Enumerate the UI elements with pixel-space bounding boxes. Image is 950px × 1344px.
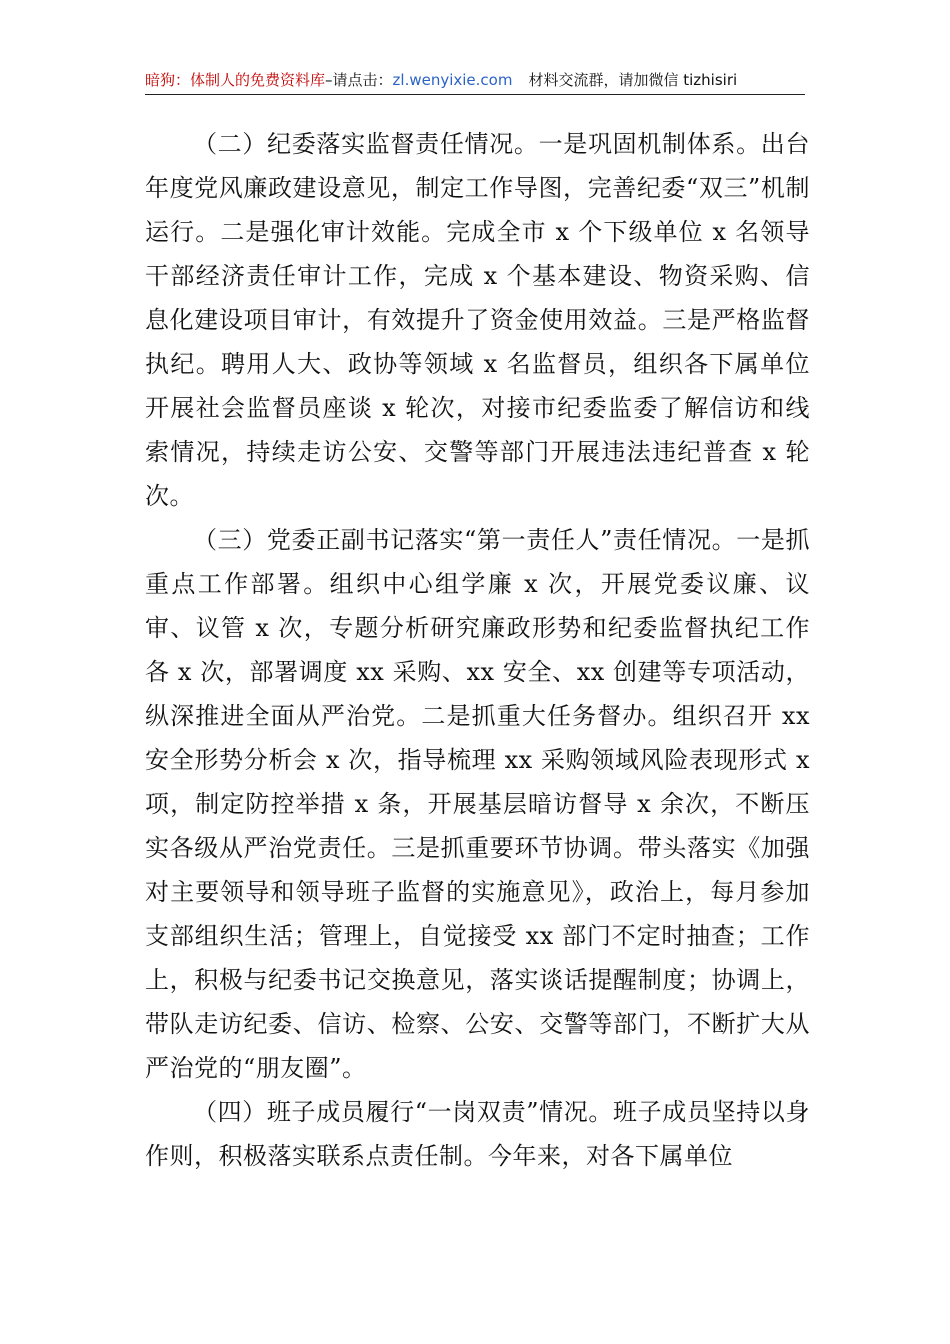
document-body (145, 122, 810, 1178)
page-header (145, 66, 805, 95)
paragraph-party-secretaries: （三）党委正副书记落实“第一责任人”责任情况。一是抓重点工作部署。组织中心组学廉 x 次，开展党委议廉、议审、议管 x 次，专题分析研究廉政形势和纪委监督执纪工作各 x 次，部署调度 xx 采购、xx 安全、xx 创建等专项活动，纵深推进全面从严治党。二是抓重大任务督办。组织召开 xx 安全形势分析会 x 次，指导梳理 xx 采购领域风险表现形式 x 项，制定防控举措 x 条，开展基层暗访督导 x 余次，不断压实各级从严治党责任。三是抓重要环节协调。带头落实《加强对主要领导和领导班子监督的实施意见》，政治上，每月参加支部组织生活；管理上，自觉接受 xx 部门不定时抽查；工作上，积极与纪委书记交换意见，落实谈话提醒制度；协调上，带队走访纪委、信访、检察、公安、交警等部门，不断扩大从严治党的“朋友圈”。 (145, 526, 810, 1082)
header-prompt: –请点击： (325, 71, 393, 89)
header-site-link[interactable]: zl.wenyixie.com (392, 71, 513, 89)
header-brand: 暗狗：体制人的免费资料库 (145, 71, 326, 89)
paragraph-discipline-commission: （二）纪委落实监督责任情况。一是巩固机制体系。出台年度党风廉政建设意见，制定工作导图，完善纪委“双三”机制运行。二是强化审计效能。完成全市 x 个下级单位 x 名领导干部经济责任审计工作，完成 x 个基本建设、物资采购、信息化建设项目审计，有效提升了资金使用效益。三是严格监督执纪。聘用人大、政协等领域 x 名监督员，组织各下属单位开展社会监督员座谈 x 轮次，对接市纪委监委了解信访和线索情况，持续走访公安、交警等部门开展违法违纪普查 x 轮次。 (145, 130, 810, 510)
paragraph-team-members: （四）班子成员履行“一岗双责”情况。班子成员坚持以身作则，积极落实联系点责任制。今年来，对各下属单位 (145, 1098, 810, 1170)
header-wechat-note: 材料交流群，请加微信 tizhisiri (528, 71, 738, 89)
